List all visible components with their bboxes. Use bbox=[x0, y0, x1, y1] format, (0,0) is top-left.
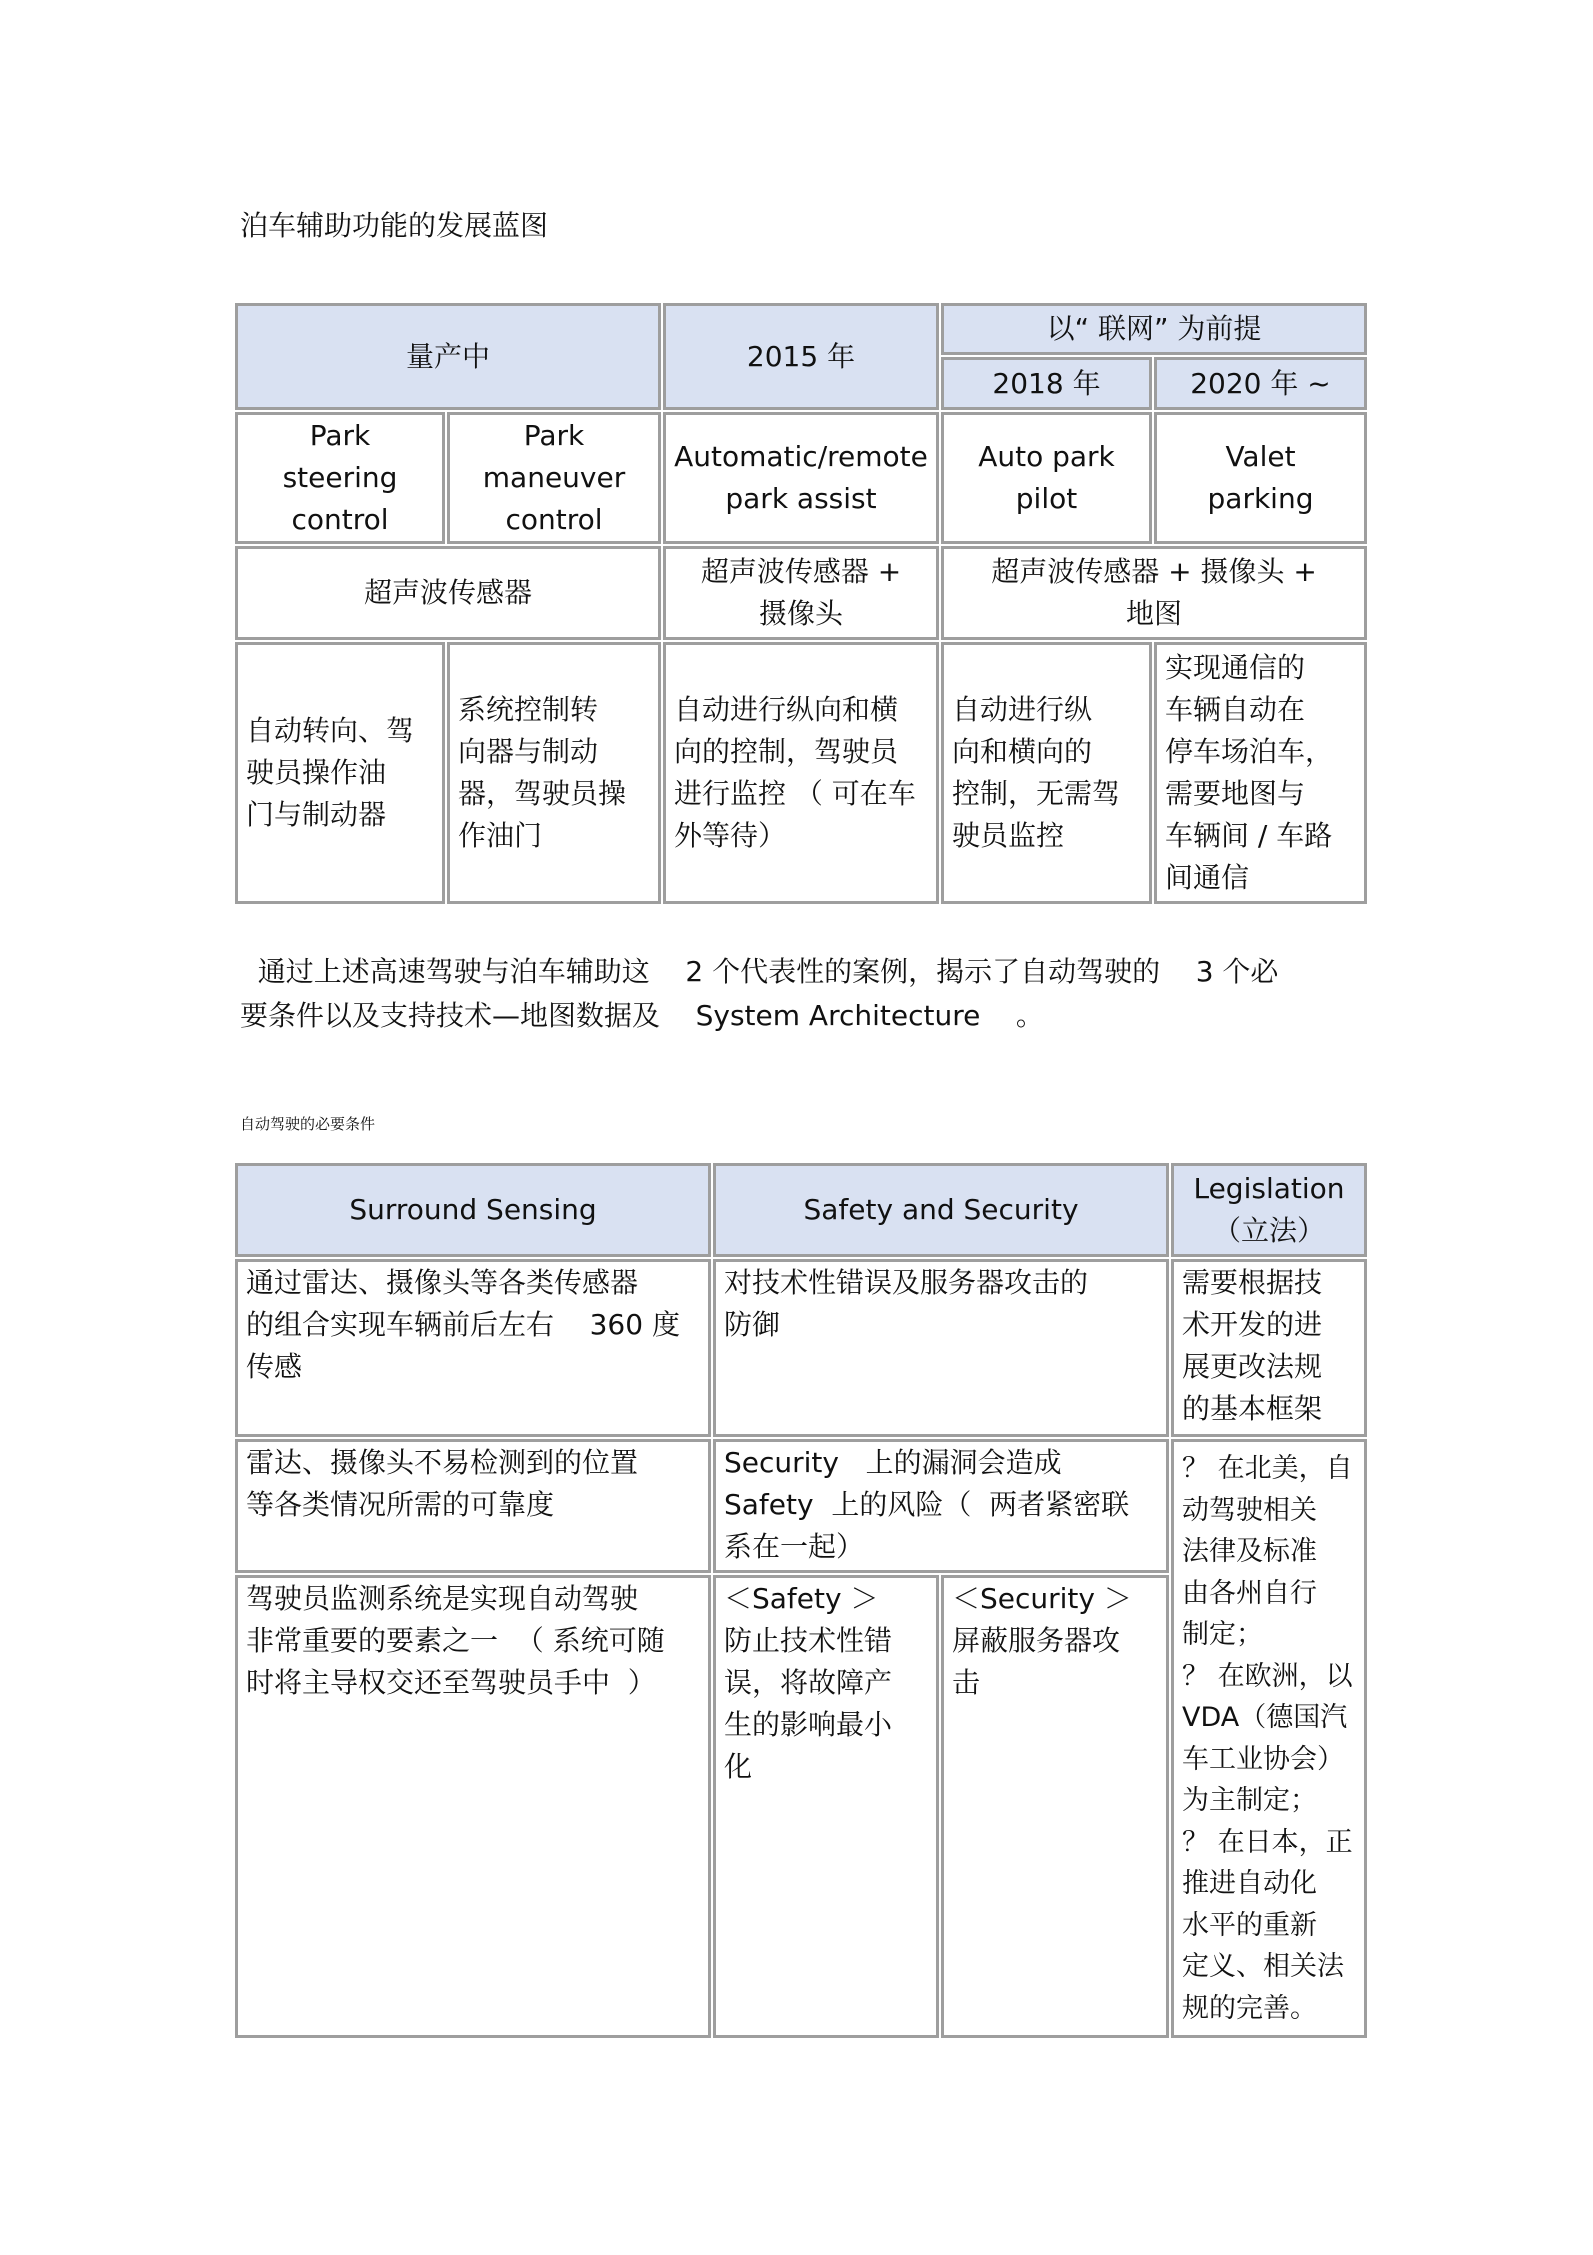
header-2015-text: 2015 年 bbox=[746, 339, 856, 373]
section2-title: 自动驾驶的必要条件 bbox=[240, 1115, 376, 1133]
cell-line: 化 bbox=[724, 1750, 753, 1783]
description-line: 系统控制转 bbox=[458, 693, 599, 726]
header-legislation bbox=[1171, 1163, 1367, 1257]
header-surround-text: Surround Sensing bbox=[349, 1193, 597, 1226]
cell-line: 驾驶员监测系统是实现自动驾驶 bbox=[246, 1582, 639, 1615]
cell-line: 通过雷达、摄像头等各类传感器 bbox=[246, 1266, 639, 1299]
header-2020-text: 2020 年 ~ bbox=[1190, 366, 1331, 400]
description-line: 驶员操作油 bbox=[246, 756, 387, 789]
legislation-cell bbox=[1171, 1439, 1367, 2038]
safety-cell bbox=[713, 1575, 939, 2038]
description-line: 控制，无需驾 bbox=[952, 777, 1121, 810]
cell-line: 生的影响最小 bbox=[724, 1708, 893, 1741]
cell-line: 防御 bbox=[724, 1308, 781, 1341]
cell-line: 车工业协会） bbox=[1182, 1743, 1344, 1775]
description-line: 实现通信的 bbox=[1165, 651, 1306, 684]
safety-cell bbox=[713, 1439, 1169, 1573]
description-line: 自动进行纵 bbox=[952, 693, 1093, 726]
function-line: maneuver bbox=[482, 461, 626, 494]
cell-line: 误，将故障产 bbox=[724, 1666, 893, 1699]
cell-line: 的组合实现车辆前后左右 360 度 bbox=[246, 1308, 680, 1341]
security-cell bbox=[941, 1575, 1169, 2038]
surround-cell bbox=[235, 1575, 711, 2038]
description-line: 向器与制动 bbox=[458, 735, 599, 768]
description-line: 向的控制，驾驶员 bbox=[674, 735, 899, 768]
cell-line: 非常重要的要素之一 （ 系统可随 bbox=[246, 1624, 665, 1657]
description-line: 自动进行纵向和横 bbox=[674, 693, 899, 726]
cell-line: 雷达、摄像头不易检测到的位置 bbox=[246, 1446, 639, 1479]
function-line: park assist bbox=[725, 482, 877, 515]
description-line: 驶员监控 bbox=[952, 819, 1065, 852]
cell-line: 屏蔽服务器攻 bbox=[952, 1624, 1121, 1657]
description-line: 自动转向、驾 bbox=[246, 714, 415, 747]
paragraph-line: 要条件以及支持技术—地图数据及 System Architecture 。 bbox=[240, 999, 1044, 1032]
header-mass-production-text: 量产中 bbox=[405, 339, 490, 373]
cell-line: 对技术性错误及服务器攻击的 bbox=[724, 1266, 1089, 1299]
cell-line: 的基本框架 bbox=[1182, 1392, 1323, 1425]
function-line: Auto park bbox=[978, 440, 1115, 473]
cell-line: 定义、相关法 bbox=[1182, 1951, 1344, 1982]
cell-line: 时将主导权交还至驾驶员手中 ） bbox=[246, 1666, 656, 1699]
cell-line: 展更改法规 bbox=[1182, 1350, 1323, 1383]
header-legislation-line: Legislation bbox=[1193, 1172, 1345, 1205]
function-line: steering bbox=[282, 461, 398, 494]
section1-title: 泊车辅助功能的发展蓝图 bbox=[240, 209, 549, 242]
cell-line: 推进自动化 bbox=[1182, 1868, 1317, 1899]
surround-cell bbox=[235, 1259, 711, 1437]
cell-line: VDA（德国汽 bbox=[1182, 1702, 1348, 1733]
function-line: control bbox=[505, 503, 603, 536]
description-line: 车辆间 / 车路 bbox=[1165, 819, 1333, 852]
function-line: Valet bbox=[1225, 440, 1296, 473]
cell-line: ？ 在北美，自 bbox=[1182, 1453, 1353, 1484]
cell-line: 规的完善。 bbox=[1182, 1992, 1317, 2024]
header-legislation-line: （立法） bbox=[1212, 1214, 1325, 1247]
sensor-line: 地图 bbox=[1125, 597, 1182, 630]
sensor-line: 超声波传感器 + bbox=[700, 555, 902, 588]
sensor-line: 超声波传感器 + 摄像头 + bbox=[991, 555, 1317, 588]
cell-line: 需要根据技 bbox=[1182, 1266, 1323, 1299]
paragraph-line: 通过上述高速驾驶与泊车辅助这 2 个代表性的案例，揭示了自动驾驶的 3 个必 bbox=[240, 955, 1279, 988]
header-surround-sensing bbox=[235, 1163, 711, 1257]
function-line: parking bbox=[1207, 482, 1314, 515]
header-safety-security bbox=[713, 1163, 1169, 1257]
cell-line: 传感 bbox=[246, 1350, 303, 1383]
function-line: Park bbox=[523, 419, 585, 452]
cell-line: 由各州自行 bbox=[1182, 1577, 1317, 1609]
description-line: 间通信 bbox=[1165, 861, 1250, 894]
sensor-line: 超声波传感器 bbox=[363, 576, 532, 609]
description-line: 需要地图与 bbox=[1165, 777, 1306, 810]
cell-line: 动驾驶相关 bbox=[1182, 1494, 1317, 1526]
cell-line: Safety 上的风险（ 两者紧密联 bbox=[724, 1488, 1130, 1521]
header-safety-text: Safety and Security bbox=[803, 1193, 1079, 1226]
cell-line: 为主制定； bbox=[1182, 1785, 1317, 1816]
cell-line: Security 上的漏洞会造成 bbox=[724, 1446, 1062, 1479]
legislation-cell bbox=[1171, 1259, 1367, 1437]
description-line: 门与制动器 bbox=[246, 798, 387, 831]
description-line: 向和横向的 bbox=[952, 735, 1093, 768]
cell-line: ＜Safety ＞ bbox=[724, 1582, 879, 1615]
cell-line: 术开发的进 bbox=[1182, 1308, 1323, 1341]
header-2018-text: 2018 年 bbox=[992, 366, 1101, 400]
description-line: 器，驾驶员操 bbox=[458, 777, 627, 810]
cell-line: ？ 在欧洲，以 bbox=[1182, 1660, 1353, 1692]
description-line: 停车场泊车， bbox=[1165, 735, 1334, 768]
function-line: Automatic/remote bbox=[674, 440, 928, 473]
sensor-line: 摄像头 bbox=[758, 597, 843, 630]
safety-cell bbox=[713, 1259, 1169, 1437]
cell-line: 防止技术性错 bbox=[724, 1624, 893, 1657]
description-line: 外等待） bbox=[674, 819, 787, 852]
description-line: 进行监控 （ 可在车 bbox=[674, 777, 916, 810]
cell-line: ？ 在日本，正 bbox=[1182, 1826, 1353, 1858]
surround-cell bbox=[235, 1439, 711, 1573]
function-line: control bbox=[291, 503, 389, 536]
function-line: pilot bbox=[1015, 482, 1078, 515]
function-line: Park bbox=[309, 419, 371, 452]
cell-line: ＜Security ＞ bbox=[952, 1582, 1132, 1615]
cell-line: 法律及标准 bbox=[1182, 1536, 1317, 1567]
cell-line: 击 bbox=[952, 1666, 981, 1699]
cell-line: 等各类情况所需的可靠度 bbox=[246, 1488, 555, 1521]
header-connected-text: 以“ 联网” 为前提 bbox=[1046, 312, 1262, 345]
description-line: 作油门 bbox=[458, 819, 543, 852]
cell-line: 水平的重新 bbox=[1182, 1909, 1317, 1941]
cell-line: 系在一起） bbox=[724, 1530, 865, 1563]
description-line: 车辆自动在 bbox=[1165, 693, 1306, 726]
cell-line: 制定； bbox=[1182, 1619, 1263, 1650]
